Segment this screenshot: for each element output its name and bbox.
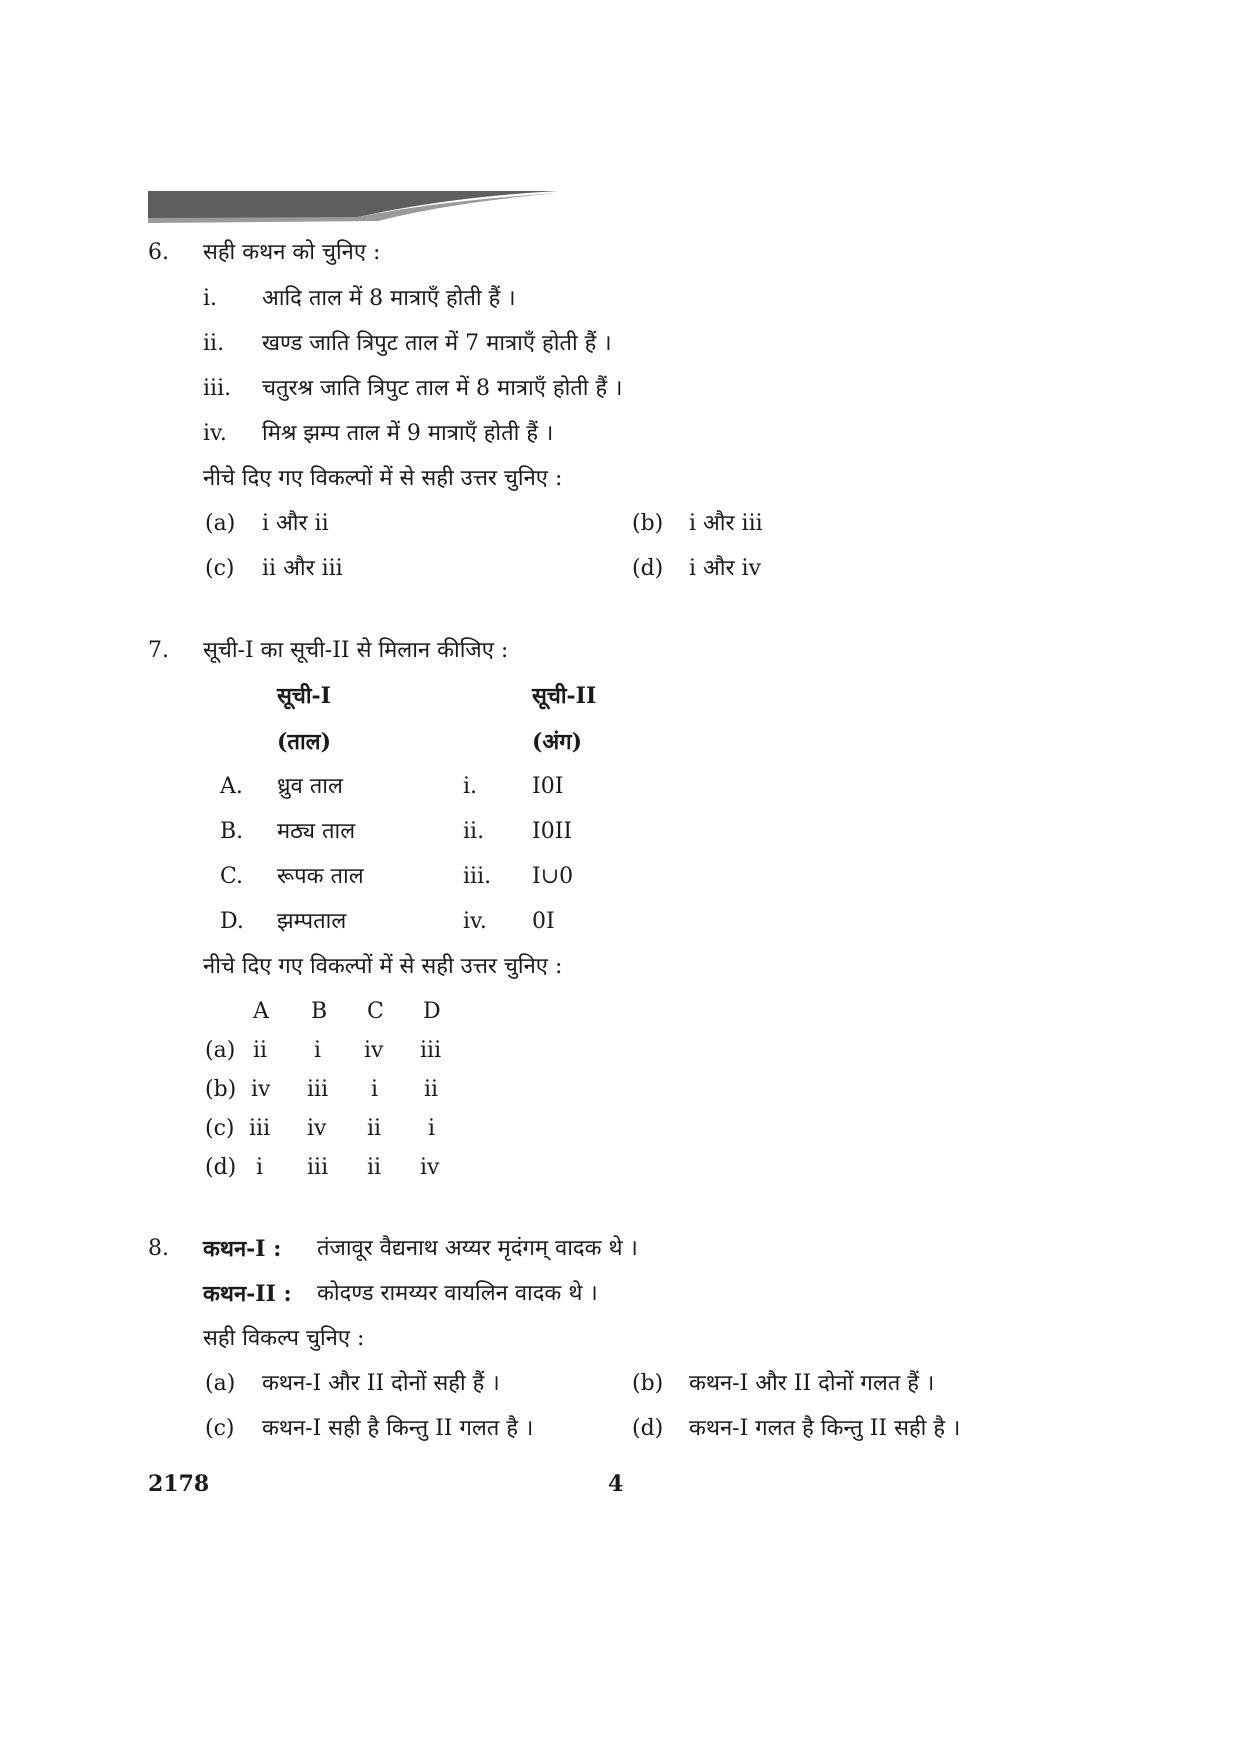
answer-option-label: (c) xyxy=(205,1116,235,1141)
option-label: (c) xyxy=(205,1416,235,1441)
statement-text: खण्ड जाति त्रिपुट ताल में 7 मात्राएँ होती हैं । xyxy=(262,331,612,356)
list2-title: सूची-II xyxy=(532,683,597,709)
question-stem: सूची-I का सूची-II से मिलान कीजिए : xyxy=(203,638,509,663)
answer-cell: iv xyxy=(307,1116,327,1141)
option-label: (a) xyxy=(205,1371,236,1396)
match-row-index: iii. xyxy=(463,864,492,889)
statement-text: आदि ताल में 8 मात्राएँ होती हैं । xyxy=(262,286,516,311)
statement-2-label: कथन-II : xyxy=(203,1281,292,1307)
match-row-label: B. xyxy=(220,819,244,844)
statement-1-text: तंजावूर वैद्यनाथ अय्यर मृदंगम् वादक थे । xyxy=(317,1236,638,1261)
option-label: (b) xyxy=(632,1371,664,1396)
option-label: (a) xyxy=(205,511,236,536)
match-row-anga: I∪0 xyxy=(532,864,574,889)
question-number: 6. xyxy=(148,240,169,265)
match-row-label: A. xyxy=(220,774,243,799)
match-row-label: D. xyxy=(220,909,244,934)
option-label: (c) xyxy=(205,556,235,581)
answer-option-label: (b) xyxy=(205,1077,237,1102)
match-row-tala: ध्रुव ताल xyxy=(277,774,343,799)
option-text: कथन-I और II दोनों गलत हैं । xyxy=(689,1371,935,1396)
statement-label: ii. xyxy=(203,331,225,356)
match-row-anga: I0I xyxy=(532,774,564,799)
statement-2-text: कोदण्ड रामय्यर वायलिन वादक थे । xyxy=(317,1281,598,1306)
list1-subtitle: (ताल) xyxy=(277,729,331,755)
instruction-text: नीचे दिए गए विकल्पों में से सही उत्तर चुनिए : xyxy=(203,466,563,491)
answer-cell: iii xyxy=(307,1077,329,1102)
match-row-index: iv. xyxy=(463,909,487,934)
answer-col-header: C xyxy=(367,999,384,1024)
question-stem: सही कथन को चुनिए : xyxy=(203,240,381,265)
answer-cell: iii xyxy=(420,1038,442,1063)
paper-code: 2178 xyxy=(148,1471,210,1497)
statement-1-label: कथन-I : xyxy=(203,1236,282,1262)
option-text: i और ii xyxy=(262,511,329,536)
match-row-tala: रूपक ताल xyxy=(277,864,364,889)
answer-cell: i xyxy=(314,1038,322,1063)
answer-cell: iii xyxy=(249,1116,271,1141)
statement-label: iii. xyxy=(203,376,232,401)
match-row-anga: I0II xyxy=(532,819,573,844)
header-decoration xyxy=(148,191,558,223)
question-number: 7. xyxy=(148,638,169,663)
answer-cell: iv xyxy=(420,1155,440,1180)
answer-cell: iv xyxy=(251,1077,271,1102)
answer-cell: iii xyxy=(307,1155,329,1180)
option-text: i और iii xyxy=(689,511,763,536)
match-row-tala: झम्पताल xyxy=(277,909,347,934)
statement-text: चतुरश्र जाति त्रिपुट ताल में 8 मात्राएँ होती हैं । xyxy=(262,376,623,401)
answer-cell: i xyxy=(428,1116,436,1141)
option-text: ii और iii xyxy=(262,556,343,581)
answer-col-header: D xyxy=(423,999,441,1024)
answer-cell: i xyxy=(256,1155,264,1180)
option-label: (b) xyxy=(632,511,664,536)
answer-option-label: (a) xyxy=(205,1038,236,1063)
instruction-text: सही विकल्प चुनिए : xyxy=(203,1326,365,1351)
answer-col-header: B xyxy=(311,999,328,1024)
match-row-index: i. xyxy=(463,774,478,799)
option-label: (d) xyxy=(632,1416,664,1441)
answer-option-label: (d) xyxy=(205,1155,237,1180)
answer-cell: ii xyxy=(367,1116,382,1141)
list2-subtitle: (अंग) xyxy=(532,729,583,755)
option-text: कथन-I और II दोनों सही हैं । xyxy=(262,1371,500,1396)
option-text: कथन-I गलत है किन्तु II सही है । xyxy=(689,1416,961,1441)
match-row-label: C. xyxy=(220,864,244,889)
statement-label: iv. xyxy=(203,421,227,446)
answer-cell: ii xyxy=(367,1155,382,1180)
statement-text: मिश्र झम्प ताल में 9 मात्राएँ होती हैं । xyxy=(262,421,554,446)
option-label: (d) xyxy=(632,556,664,581)
statement-label: i. xyxy=(203,286,218,311)
match-row-tala: मठ्य ताल xyxy=(277,819,356,844)
instruction-text: नीचे दिए गए विकल्पों में से सही उत्तर चुनिए : xyxy=(203,954,563,979)
answer-cell: ii xyxy=(424,1077,439,1102)
option-text: i और iv xyxy=(689,556,761,581)
answer-cell: ii xyxy=(253,1038,268,1063)
answer-cell: iv xyxy=(364,1038,384,1063)
option-text: कथन-I सही है किन्तु II गलत है । xyxy=(262,1416,534,1441)
match-row-index: ii. xyxy=(463,819,485,844)
page-number: 4 xyxy=(608,1471,624,1497)
answer-col-header: A xyxy=(253,999,269,1024)
list1-title: सूची-I xyxy=(277,683,331,709)
question-number: 8. xyxy=(148,1236,169,1261)
answer-cell: i xyxy=(371,1077,379,1102)
match-row-anga: 0I xyxy=(532,909,555,934)
